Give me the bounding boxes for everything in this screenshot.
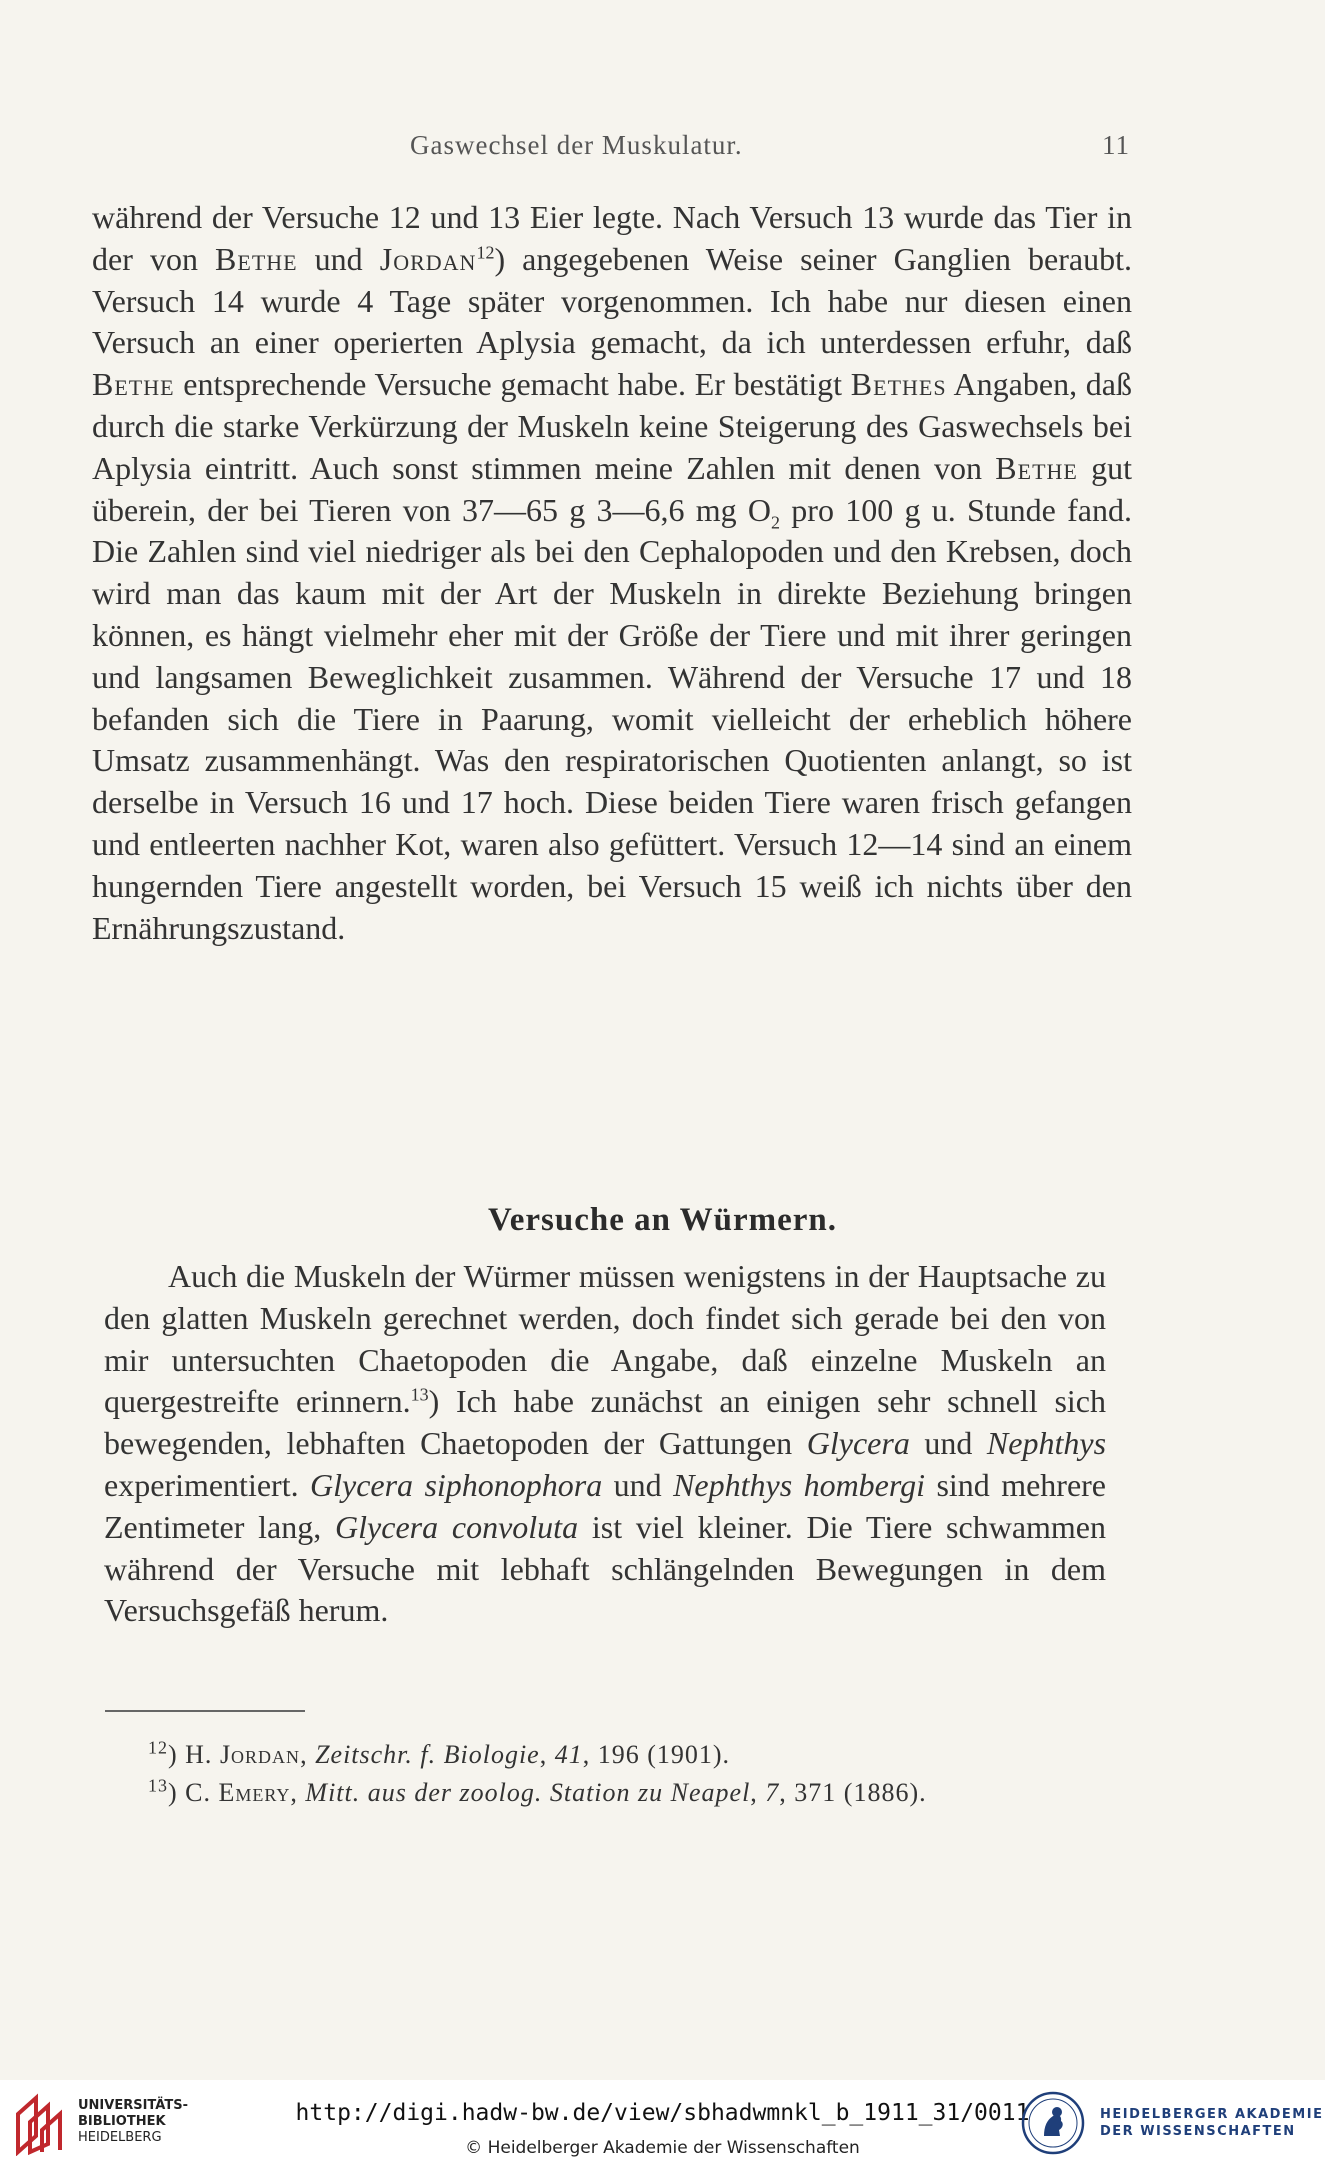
academy-label bbox=[1100, 2106, 1323, 2140]
viewer-footer bbox=[0, 2080, 1325, 2170]
taxon-name: Nephthys hombergi bbox=[673, 1466, 926, 1503]
footnote-ref-12[interactable]: 12 bbox=[476, 242, 495, 263]
author-name: Bethe bbox=[995, 449, 1078, 486]
footnote-ref-13[interactable]: 13 bbox=[410, 1384, 429, 1405]
section-heading: Versuche an Würmern. bbox=[487, 1202, 838, 1238]
footnote-marker: 12 bbox=[148, 1737, 168, 1758]
paragraph-worms bbox=[104, 1256, 1106, 1632]
text-run: ist viel kleiner. Die Tiere schwammen während der Versuche mit lebhaft schlängelnden Bewegungen in dem Versuchsgefäß herum. bbox=[104, 1508, 1106, 1629]
academy-seal-icon[interactable] bbox=[1020, 2090, 1086, 2156]
text-run: , bbox=[750, 1778, 766, 1807]
footnote-13 bbox=[148, 1775, 1108, 1808]
text-run: sind mehrere Zentimeter lang, bbox=[104, 1466, 1106, 1545]
author-name: Bethe bbox=[215, 240, 298, 277]
text-run: und bbox=[602, 1466, 674, 1503]
text-run: Auch die Muskeln der Würmer müssen wenigstens in der Hauptsache zu den glatten Muskeln gerechnet werden, doch findet sich gerade bei den von mir untersuchten Chaetopoden die Angabe, daß einzelne Muskeln an quergestreifte erinnern. bbox=[104, 1258, 1106, 1420]
text-run: , 196 (1901). bbox=[582, 1740, 731, 1769]
text-run: ) H. bbox=[168, 1740, 220, 1769]
text-run: ) angegebenen Weise seiner Ganglien beraubt. Versuch 14 wurde 4 Tage später vorgenommen. Ich habe nur diesen einen Versuch an einer operierten Aplysia gemacht, da ich unterdessen erfuhr, daß bbox=[92, 240, 1133, 361]
taxon-name: Glycera bbox=[806, 1425, 910, 1462]
journal-title: Mitt. aus der zoolog. Station zu Neapel bbox=[305, 1778, 751, 1807]
footnote-12 bbox=[148, 1737, 1108, 1770]
running-head-title: Gaswechsel der Muskulatur. bbox=[410, 130, 743, 160]
text-run: , 371 (1886). bbox=[779, 1778, 927, 1807]
library-name-line: BIBLIOTHEK bbox=[78, 2114, 166, 2129]
footnote-divider bbox=[105, 1710, 305, 1712]
permalink-url[interactable]: http://digi.hadw-bw.de/view/sbhadwmnkl_b_1911_31/0011 bbox=[295, 2100, 1030, 2126]
library-name-line: HEIDELBERG bbox=[78, 2130, 162, 2145]
text-run: , bbox=[290, 1778, 306, 1807]
academy-name-line: HEIDELBERGER AKADEMIE bbox=[1100, 2107, 1324, 2122]
taxon-name: Glycera siphonophora bbox=[309, 1466, 603, 1503]
taxon-name: Nephthys bbox=[986, 1425, 1107, 1462]
copyright-notice: © Heidelberger Akademie der Wissenschaften bbox=[465, 2138, 860, 2158]
taxon-name: Glycera convoluta bbox=[335, 1508, 579, 1545]
text-run: ) Ich habe zunächst an einigen sehr schnell sich bewegenden, lebhaften Chaetopoden der Gattungen bbox=[104, 1383, 1107, 1462]
text-run: pro 100 g u. Stunde fand. Die Zahlen sind viel niedriger als bei den Cephalopoden und den Krebsen, doch wird man das kaum mit der Art der Muskeln in direkte Beziehung bringen können, es hängt vielmehr eher mit der Größe der Tiere und mit ihrer geringen und langsamen Beweglichkeit zusammen. Während der Versuche 17 und 18 befanden sich die Tiere in Paarung, womit vielleicht der erheblich höhere Umsatz zusammenhängt. Was den respiratorischen Quotienten anlangt, so ist derselbe in Versuch 16 und 17 hoch. Diese beiden Tiere waren frisch gefangen und entleerten nachher Kot, waren also gefüttert. Versuch 12—14 sind an einem hungernden Tiere angestellt worden, bei Versuch 15 weiß ich nichts über den Ernährungszustand. bbox=[92, 491, 1133, 946]
author-name: Emery bbox=[218, 1778, 291, 1807]
footnote-marker: 13 bbox=[148, 1775, 168, 1796]
page-number: 11 bbox=[1102, 130, 1130, 160]
subscript: 2 bbox=[771, 511, 781, 532]
text-run: während der Versuche 12 und 13 Eier legte. Nach Versuch 13 wurde das Tier in der von bbox=[92, 199, 1132, 277]
library-name-line: UNIVERSITÄTS- bbox=[78, 2098, 188, 2113]
author-name: Jordan bbox=[219, 1740, 301, 1769]
text-run: gut überein, der bei Tieren von 37—65 g 3—6,6 mg O bbox=[92, 449, 1133, 528]
text-run: experimentiert. bbox=[104, 1466, 310, 1503]
author-name: Bethes bbox=[850, 366, 947, 403]
text-run: , bbox=[300, 1740, 316, 1769]
text-run: und bbox=[909, 1425, 987, 1462]
text-run: entsprechende Versuche gemacht habe. Er bestätigt bbox=[174, 366, 851, 403]
text-run: Angaben, daß durch die starke Verkürzung der Muskeln keine Steigerung des Gaswechsels bei Aplysia eintritt. Auch sonst stimmen meine Zahlen mit denen von bbox=[92, 366, 1133, 486]
author-name: Bethe bbox=[92, 366, 175, 403]
volume-number: 7 bbox=[765, 1778, 780, 1807]
academy-name-line: DER WISSENSCHAFTEN bbox=[1100, 2124, 1296, 2139]
paragraph-aplysia bbox=[92, 197, 1132, 949]
text-run: ) C. bbox=[168, 1778, 219, 1807]
text-run: , bbox=[539, 1740, 555, 1769]
volume-number: 41 bbox=[554, 1740, 583, 1769]
author-name: Jordan bbox=[379, 240, 477, 277]
journal-title: Zeitschr. f. Biologie bbox=[315, 1740, 540, 1769]
text-run: und bbox=[297, 240, 380, 277]
